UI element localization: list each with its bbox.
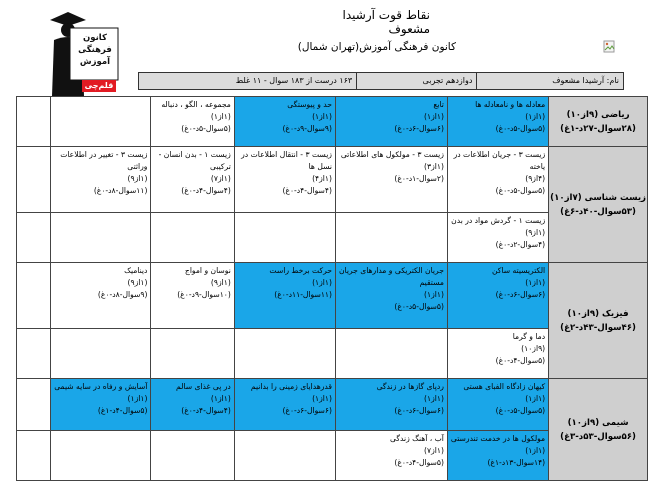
org-name: کانون فرهنگی آموزش(تهران شمال) [297,41,456,53]
topic-cell [234,329,335,379]
topic-cell [447,263,548,329]
topic-cell [335,379,447,431]
topic-cell [151,97,234,147]
topic-cell [51,329,151,379]
topic-cell [17,329,51,379]
topic-cell [51,379,151,431]
subject-label-line: (۲۸سوال-۲۷د-۱غ) [560,123,636,134]
topic-cell [17,97,51,147]
topic-stat: (۱از۹) [525,228,546,237]
subject-row [17,97,648,147]
topic-stat: (۵سوال-۵د-۰غ) [495,186,546,195]
student-name: نام: آرشیدا مشعوف [476,73,623,89]
topic-stat: (۱از۱) [210,394,231,403]
topic-cell [234,147,335,213]
topic-stat: (۴سوال-۴د-۰غ) [282,186,332,195]
topic-stat: وراثتی [127,162,148,171]
subject-label [549,379,648,481]
topic-title: کیهان زادگاه الفبای هستی [463,382,546,391]
topic-stat: (۱از۱) [210,112,231,121]
topic-title: نوسان و امواج [184,266,231,275]
topic-stat: (۶سوال-۶د-۰غ) [495,290,546,299]
topic-title: زیست ۳ - انتقال اطلاعات در [241,150,332,159]
topic-stat: (۶سوال-۶د-۰غ) [394,124,444,133]
topic-title: آب ، آهنگ زندگی [390,434,444,443]
topic-cell [234,263,335,329]
topic-title: مجموعه ، الگو ، دنباله [161,100,231,109]
topic-cell [447,431,548,481]
topic-title: زیست ۳ - تغییر در اطلاعات [60,150,148,159]
topic-stat: (۱از۴) [312,174,332,183]
topic-stat: (۱از۱) [525,394,546,403]
logo-line: آموزش [79,57,111,67]
topic-stat: (۴سوال-۲د-۰غ) [495,240,546,249]
topic-cell [447,97,548,147]
topic-stat: (۱از۱) [525,278,546,287]
topic-title: تابع [433,100,444,109]
topic-stat: (۱از۱) [424,112,444,121]
topic-cell [17,431,51,481]
topic-cell [151,379,234,431]
topic-stat: (۱از۱) [312,278,332,287]
topic-cell [447,213,548,263]
subject-row [17,147,648,213]
topic-title: جریان الکتریکی و مدارهای جریان [338,266,444,275]
topic-cell [447,379,548,431]
topic-stat: (۹سوال-۹د-۰غ) [282,124,332,133]
score-summary: ۱۶۳ درست از ۱۸۳ سوال - ۱۱ غلط [235,76,353,85]
topic-cell [51,213,151,263]
subject-label-line: زیست شناسی (۷از۱۰) [550,192,646,203]
logo-line: فرهنگی [78,45,112,55]
topic-stat: (۱از۱) [127,394,148,403]
subject-label [549,263,648,379]
topic-cell [17,213,51,263]
topic-cell [151,431,234,481]
topic-title: آسایش و رفاه در سایه شیمی [54,382,148,391]
topic-stat: (۴سوال-۴د-۰غ) [181,186,231,195]
topic-title: معادله ها و نامعادله ها [475,100,546,109]
topic-stat: (۱از۹) [127,278,148,287]
topic-cell [151,263,234,329]
topic-cell [234,97,335,147]
logo-badge: قلم‌چی [82,80,116,92]
topic-cell [151,213,234,263]
topic-cell [51,431,151,481]
topic-cell [51,263,151,329]
topic-stat: (۹از۱۰) [521,344,546,353]
topic-stat: (۱از۱) [424,394,444,403]
topic-stat: (۴از۹) [525,174,546,183]
kanoon-logo [44,6,122,98]
topic-cell [234,213,335,263]
subject-label-line: (۵۳سوال-۴۰د-۶غ) [560,206,636,217]
topic-cell [51,147,151,213]
topic-cell [51,97,151,147]
topic-cell [151,147,234,213]
topic-stat: (۵سوال-۴د-۰غ) [495,356,546,365]
topic-title: حرکت برخط راست [269,266,332,275]
topic-cell [17,379,51,431]
topic-cell [335,431,447,481]
topic-title: مولکول ها در خدمت تندرستی [450,434,546,443]
topic-title: زیست ۱ - بدن انسان - [158,150,231,159]
topic-stat: مستقیم [419,278,444,287]
topic-stat: (۹سوال-۸د-۰غ) [97,290,148,299]
subject-label-line: (۴۶سوال-۴۳د-۲غ) [560,322,636,333]
topic-stat: (۱از۷) [424,446,444,455]
student-info-bar [138,72,624,90]
topic-stat: (۱از۳) [424,162,444,171]
topic-stat: (۱از۱) [525,446,546,455]
topic-stat: یاخته [529,162,546,171]
subject-label [549,97,648,147]
strengths-table [16,96,648,481]
topic-stat: (۱۴سوال-۱۳د-۱غ) [487,458,546,467]
topic-stat: (۱از۹) [127,174,148,183]
topic-stat: (۱از۱) [312,112,332,121]
subject-label-line: ریاضی (۹از۱۰) [566,109,630,120]
subject-label-line: شیمی (۹از۱۰) [567,417,629,428]
topic-cell [335,329,447,379]
topic-cell [335,147,447,213]
topic-cell [447,329,548,379]
topic-stat: (۱۱سوال-۸د-۰غ) [93,186,148,195]
subject-label-line: (۵۶سوال-۵۳د-۳غ) [560,431,636,442]
topic-stat: (۶سوال-۶د-۰غ) [282,406,332,415]
topic-cell [335,97,447,147]
topic-title: ردپای گازها در زندگی [376,382,444,391]
topic-cell [234,379,335,431]
topic-title: حد و پیوستگی [287,100,332,109]
student-grade: دوازدهم تجربی [356,73,476,89]
topic-title: زیست ۳ - جریان اطلاعات در [453,150,546,159]
logo-text [72,32,118,68]
topic-stat: (۱از۱) [525,112,546,121]
topic-stat: (۱از۱) [424,290,444,299]
topic-stat: (۱از۱) [312,394,332,403]
topic-stat: (۲سوال-۱د-۰غ) [394,174,444,183]
topic-title: قدرهدایای زمینی را بدانیم [250,382,332,391]
subject-row [17,263,648,329]
topic-stat: (۵سوال-۴د-۱غ) [97,406,148,415]
broken-image-icon [603,40,617,54]
topic-title: در پی غذای سالم [176,382,231,391]
topic-cell [151,329,234,379]
topic-cell [17,263,51,329]
logo-line: کانون [83,33,107,43]
topic-cell [335,213,447,263]
topic-stat: (۱از۹) [210,278,231,287]
topic-stat: (۴سوال-۴د-۰غ) [181,406,231,415]
topic-stat: (۱از۷) [210,174,231,183]
topic-stat: (۱۰سوال-۹د-۰غ) [177,290,231,299]
topic-stat: (۵سوال-۵د-۰غ) [394,302,444,311]
topic-cell [335,263,447,329]
subject-row [17,379,648,431]
topic-stat: (۵سوال-۵د-۰غ) [495,406,546,415]
topic-stat: ترکیبی [209,162,231,171]
topic-title: دما و گرما [512,332,546,341]
topic-title: زیست ۱ - گردش مواد در بدن [451,216,546,225]
topic-title: الکتریسیته ساکن [492,266,546,275]
topic-stat: (۶سوال-۶د-۰غ) [394,406,444,415]
topic-stat: (۵سوال-۵د-۰غ) [495,124,546,133]
topic-stat: (۵سوال-۴د-۰غ) [394,458,444,467]
topic-title: زیست ۳ - مولکول های اطلاعاتی [340,150,444,159]
topic-stat: نسل ها [308,162,332,171]
subject-label [549,147,648,263]
subject-label-line: فیزیک (۹از۱۰) [567,308,629,319]
topic-stat: (۵سوال-۵د-۰غ) [181,124,231,133]
topic-cell [447,147,548,213]
page-title: نقاط قوت آرشیدا مشعوف [342,8,430,36]
topic-title: دینامیک [124,266,148,275]
topic-cell [234,431,335,481]
topic-cell [17,147,51,213]
topic-stat: (۱۱سوال-۱۱د-۰غ) [274,290,332,299]
